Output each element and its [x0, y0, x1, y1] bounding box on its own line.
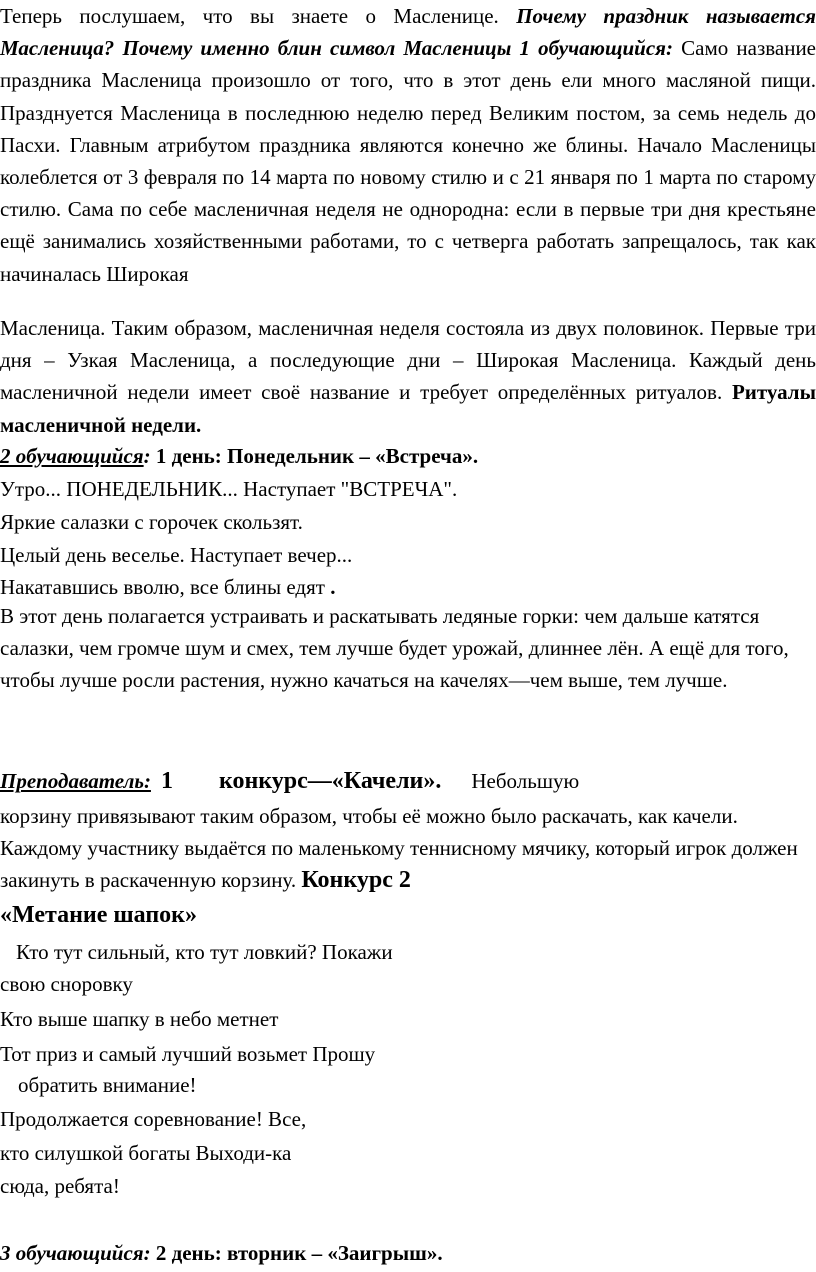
day1-poem-end: . — [324, 575, 336, 599]
contest1-number: 1 — [160, 768, 173, 794]
day2-heading — [0, 1237, 443, 1269]
day1-title: 1 день: Понедельник – «Встреча». — [150, 444, 479, 468]
week-paragraph — [0, 312, 816, 441]
contest2-title: «Метание шапок» — [0, 902, 197, 928]
day1-poem-line: Утро... ПОНЕДЕЛЬНИК... Наступает "ВСТРЕЧА". — [0, 477, 458, 501]
intro-body: Само название праздника Масленица произошло от того, что в этот день ели много масляной пищи. Празднуется Масленица в последнюю неделю перед Великим постом, за семь недель до Пасхи. Главным атрибутом праздника являются конечно же блины. Начало Масленицы колеблется от 3 февраля по 14 марта по новому стилю и с 21 января по 1 марта по старому стилю. Сама по себе масленичная неделя не однородна: если в первые три дня крестьяне ещё занимались хозяйственными работами, то с четверга работать запрещалось, так как начиналась Широкая — [0, 36, 816, 286]
contest1-lead: Небольшую — [471, 769, 580, 793]
contest1-speaker: Преподаватель: — [0, 769, 151, 793]
day1-speaker: 2 обучающийся — [0, 444, 144, 468]
hats-poem-line: Кто тут сильный, кто тут ловкий? Покажи — [16, 940, 393, 964]
intro-question: Почему праздник называется Масленица? Почему именно блин символ Масленицы 1 обучающийся — [0, 4, 816, 61]
hats-poem-line: Кто выше шапку в небо метнет — [0, 1007, 279, 1031]
contest1-heading — [0, 765, 579, 797]
day1-text: В этот день полагается устраивать и раскатывать ледяные горки: чем дальше катятся салазки, чем громче шум и смех, тем лучше будет урожай, длиннее лён. А ещё для того, чтобы лучше росли растения, нужно качаться на качелях—чем выше, тем лучше. — [0, 604, 789, 693]
hats-poem-line: Продолжается соревнование! Все, — [0, 1107, 307, 1131]
day2-speaker: 3 обучающийся: — [0, 1241, 151, 1265]
intro-lead: Теперь послушаем, что вы знаете о Масленице. — [0, 4, 517, 28]
day1-poem-line: Целый день веселье. Наступает вечер... — [0, 543, 353, 567]
day2-title: 2 день: вторник – «Заигрыш». — [150, 1241, 443, 1265]
contest1-text — [0, 800, 800, 897]
week-body: Масленица. Таким образом, масленичная неделя состояла из двух половинок. Первые три дня – Узкая Масленица, а последующие дни – Широкая Масленица. Каждый день масленичной недели имеет своё название и требует определённых ритуалов. — [0, 316, 816, 405]
day1-poem-line: Яркие салазки с горочек скользят. — [0, 510, 303, 534]
contest1-title: конкурс—«Качели». — [218, 768, 442, 794]
intro-colon: : — [665, 36, 682, 61]
intro-paragraph — [0, 0, 816, 290]
day1-poem-text: Накатавшись вволю, все блины едят — [0, 575, 325, 599]
hats-poem-line: Тот приз и самый лучший возьмет Прошу — [0, 1042, 376, 1066]
hats-poem-line: обратить внимание! — [18, 1073, 197, 1097]
hats-poem-line: свою сноровку — [0, 972, 133, 996]
day1-heading — [0, 440, 478, 472]
contest2-label: Конкурс 2 — [301, 867, 411, 894]
day1-poem-line-last — [0, 571, 335, 603]
contest1-body: корзину привязывают таким образом, чтобы её можно было раскачать, как качели. Каждому участнику выдаётся по маленькому теннисному мячику, который игрок должен закинуть в раскаченную корзину. — [0, 804, 798, 893]
rituals-heading: Ритуалы масленичной недели. — [0, 380, 816, 437]
hats-poem-line: сюда, ребята! — [0, 1174, 120, 1198]
day1-colon: : — [143, 444, 151, 468]
hats-poem-line: кто силушкой богаты Выходи-ка — [0, 1141, 292, 1165]
